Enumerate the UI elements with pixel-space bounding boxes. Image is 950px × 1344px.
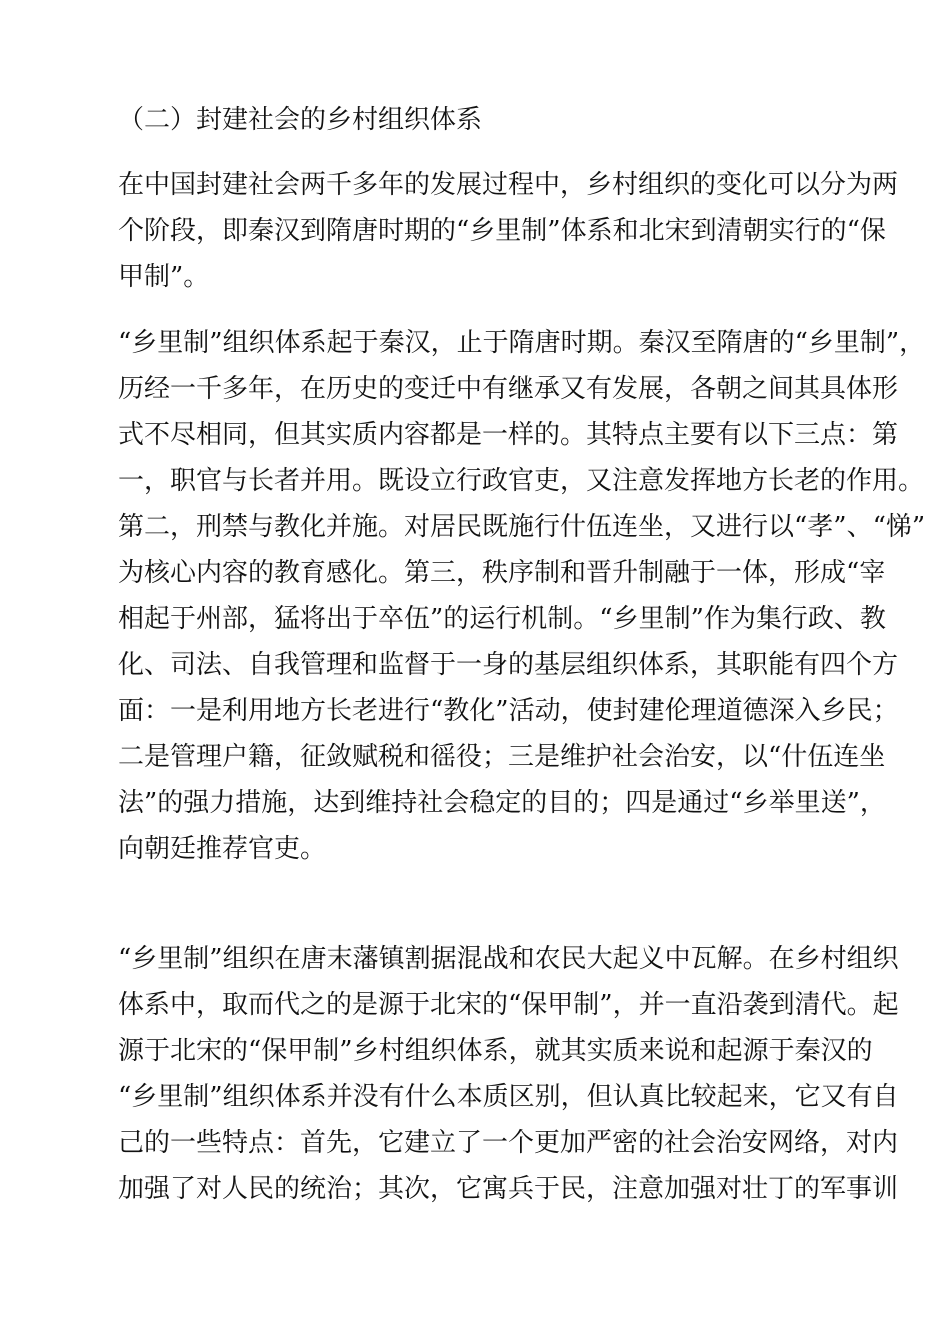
text-line: 体系中，取而代之的是源于北宋的“保甲制”，并一直沿袭到清代。起 [118, 990, 899, 1020]
text-line: 第二，刑禁与教化并施。对居民既施行什伍连坐，又进行以“孝”、“悌” [118, 512, 926, 542]
text-line [118, 872, 838, 918]
text-line: “乡里制”组织在唐末藩镇割据混战和农民大起义中瓦解。在乡村组织 [118, 944, 899, 974]
text-line: 加强了对人民的统治；其次，它寓兵于民，注意加强对壮丁的军事训 [118, 1174, 899, 1204]
text-line: 化、司法、自我管理和监督于一身的基层组织体系，其职能有四个方 [118, 650, 899, 680]
text-line: 个阶段，即秦汉到隋唐时期的“乡里制”体系和北宋到清朝实行的“保 [118, 216, 886, 246]
paragraph-3 [118, 936, 899, 1212]
text-line: “乡里制”组织体系并没有什么本质区别，但认真比较起来，它又有自 [118, 1082, 899, 1112]
text-line: 式不尽相同，但其实质内容都是一样的。其特点主要有以下三点：第 [118, 420, 899, 450]
text-line: 为核心内容的教育感化。第三，秩序制和晋升制融于一体，形成“宰 [118, 558, 886, 588]
text-line: 历经一千多年，在历史的变迁中有继承又有发展，各朝之间其具体形 [118, 374, 899, 404]
text-line: 向朝廷推荐官吏。 [118, 834, 327, 864]
text-line: “乡里制”组织体系起于秦汉，止于隋唐时期。秦汉至隋唐的“乡里制”， [118, 328, 926, 358]
text-line: 甲制”。 [118, 262, 210, 292]
text-line: 在中国封建社会两千多年的发展过程中，乡村组织的变化可以分为两 [118, 170, 899, 200]
paragraph-1 [118, 162, 899, 300]
text-line: 面：一是利用地方长老进行“教化”活动，使封建伦理道德深入乡民； [118, 696, 899, 726]
paragraph-2 [118, 320, 926, 918]
text-line: 法”的强力措施，达到维持社会稳定的目的；四是通过“乡举里送”， [118, 788, 886, 818]
text-line: 一，职官与长者并用。既设立行政官吏，又注意发挥地方长老的作用。 [118, 466, 925, 496]
text-line: 相起于州部，猛将出于卒伍”的运行机制。“乡里制”作为集行政、教 [118, 604, 886, 634]
text-line: 己的一些特点：首先，它建立了一个更加严密的社会治安网络，对内 [118, 1128, 899, 1158]
text-line: 二是管理户籍，征敛赋税和徭役；三是维护社会治安，以“什伍连坐 [118, 742, 886, 772]
section-heading: （二）封建社会的乡村组织体系 [118, 105, 483, 135]
text-line: 源于北宋的“保甲制”乡村组织体系，就其实质来说和起源于秦汉的 [118, 1036, 873, 1066]
